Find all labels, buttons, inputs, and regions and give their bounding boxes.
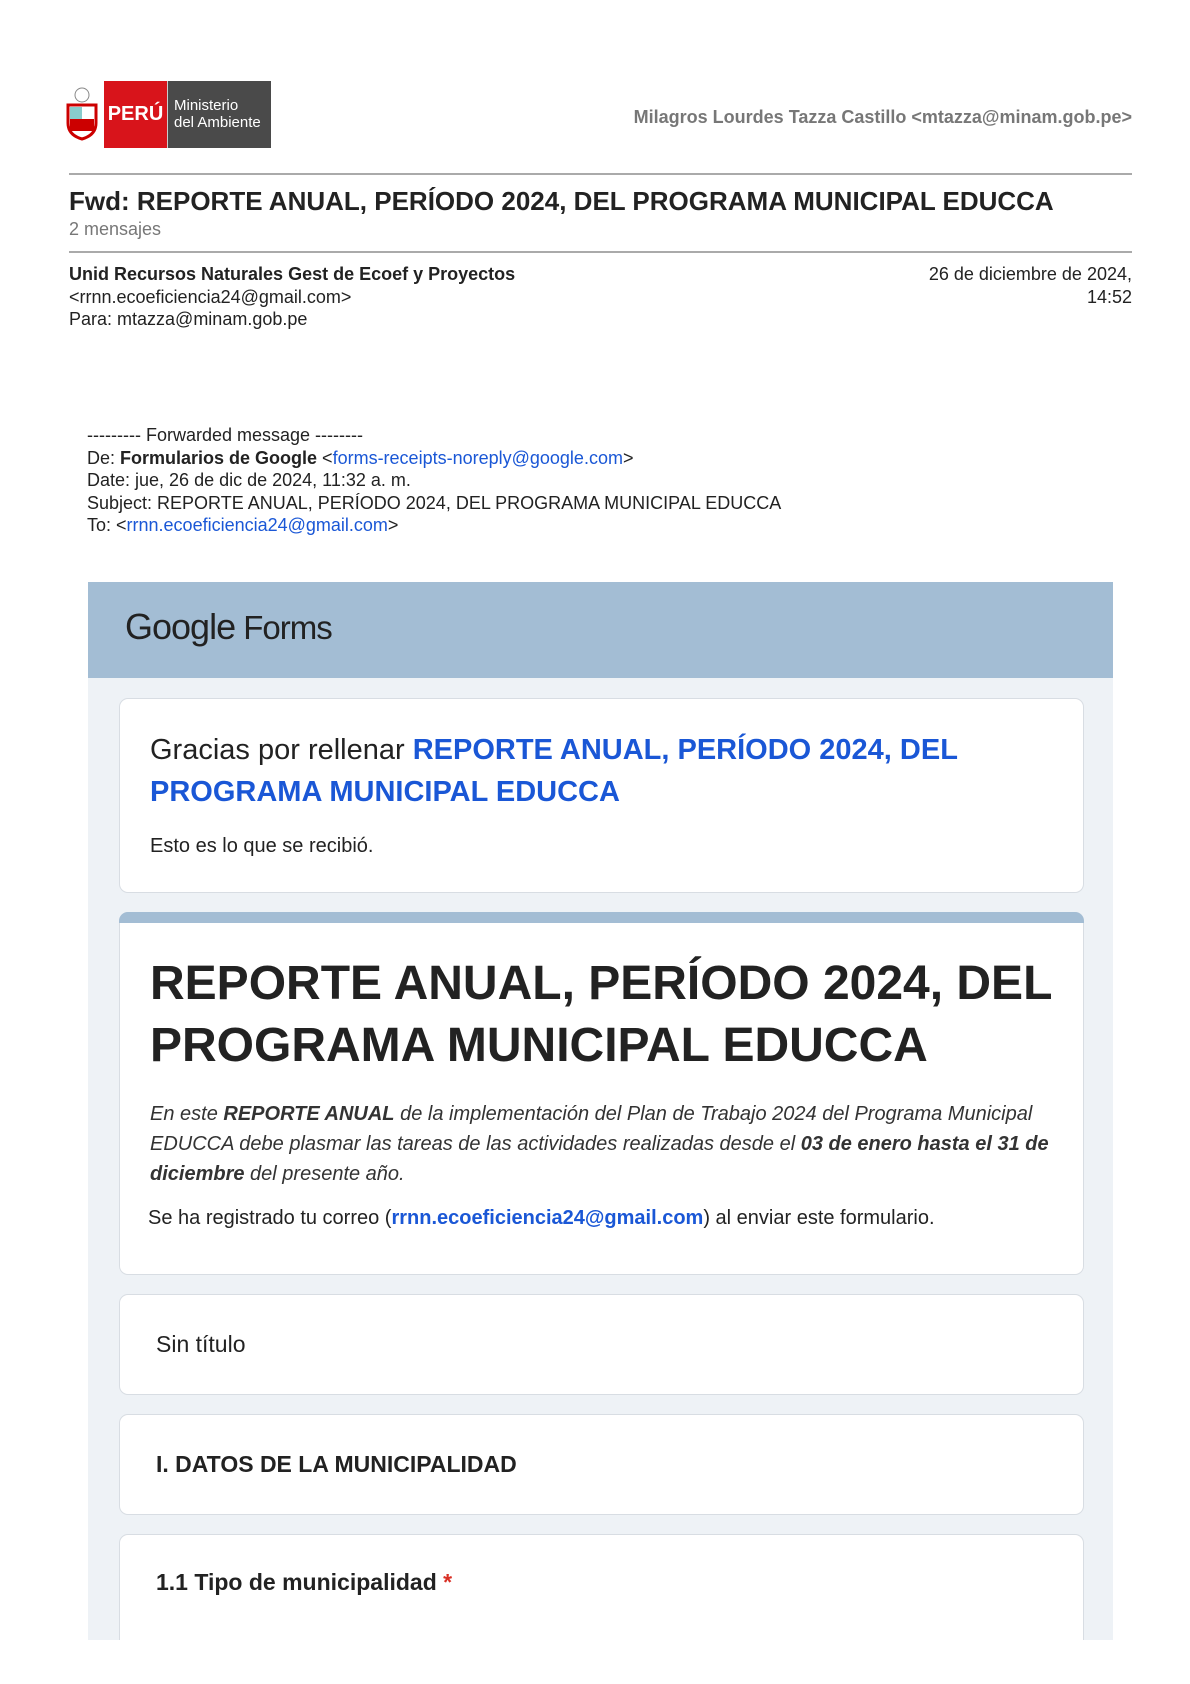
google-forms-logo: Google Forms <box>125 606 332 647</box>
peru-coat-of-arms-icon <box>60 81 104 148</box>
form-link[interactable]: REPORTE ANUAL, PERÍODO 2024, DEL PROGRAMA MUNICIPAL EDUCCA <box>150 734 958 808</box>
received-text: Esto es lo que se recibió. <box>150 835 374 857</box>
form-description: En este REPORTE ANUAL de la implementación del Plan de Trabajo 2024 del Programa Municipal EDUCCA debe plasmar las tareas de las actividades realizadas desde el 03 de enero hasta el 31 de diciembre del presente año. <box>150 1103 1049 1185</box>
question-municipality-type: 1.1 Tipo de municipalidad * <box>119 1534 1084 1640</box>
minam-logo <box>60 81 271 148</box>
logo-peru: PERÚ <box>104 81 167 148</box>
thanks-card: Gracias por rellenar REPORTE ANUAL, PERÍODO 2024, DEL PROGRAMA MUNICIPAL EDUCCA Esto es lo que se recibió. <box>119 698 1084 893</box>
registered-email-note: Se ha registrado tu correo (rrnn.ecoeficiencia24@gmail.com) al enviar este formulario. <box>148 1207 935 1229</box>
recipient: Para: mtazza@minam.gob.pe <box>69 309 308 329</box>
forwarded-subject: Subject: REPORTE ANUAL, PERÍODO 2024, DEL PROGRAMA MUNICIPAL EDUCCA <box>87 492 782 513</box>
from-email-link[interactable]: forms-receipts-noreply@google.com <box>332 447 623 468</box>
section-untitled: Sin título <box>119 1294 1084 1395</box>
form-title: REPORTE ANUAL, PERÍODO 2024, DEL PROGRAMA MUNICIPAL EDUCCA <box>150 957 1052 1072</box>
forwarded-date: Date: jue, 26 de dic de 2024, 11:32 a. m. <box>87 470 411 491</box>
message-date: 26 de diciembre de 2024, 14:52 <box>928 264 1132 307</box>
thread-subject: Fwd: REPORTE ANUAL, PERÍODO 2024, DEL PROGRAMA MUNICIPAL EDUCCA <box>69 186 1054 216</box>
forwarded-banner: --------- Forwarded message -------- <box>87 425 363 445</box>
sender-email: <rrnn.ecoeficiencia24@gmail.com> <box>69 286 352 307</box>
divider <box>69 173 1132 175</box>
forms-body <box>88 582 1113 1640</box>
sender-name: Unid Recursos Naturales Gest de Ecoef y Proyectos <box>69 264 516 284</box>
card-accent-bar <box>119 912 1084 923</box>
forwarded-from: De: Formularios de Google <forms-receipts-noreply@google.com> <box>87 447 634 468</box>
forwarded-to: To: <rrnn.ecoeficiencia24@gmail.com> <box>87 515 399 536</box>
form-title-card <box>119 912 1084 1275</box>
to-email-link[interactable]: rrnn.ecoeficiencia24@gmail.com <box>126 515 388 536</box>
registered-email-link[interactable]: rrnn.ecoeficiencia24@gmail.com <box>391 1207 704 1229</box>
message-header <box>69 263 515 331</box>
forms-header <box>88 582 1113 678</box>
divider <box>69 251 1132 253</box>
section-municipality-data: I. DATOS DE LA MUNICIPALIDAD <box>119 1414 1084 1515</box>
logo-ministry: Ministerio del Ambiente <box>167 81 271 148</box>
account-user: Milagros Lourdes Tazza Castillo <mtazza@minam.gob.pe> <box>633 107 1132 127</box>
forwarded-header <box>87 424 781 537</box>
required-mark: * <box>443 1569 453 1595</box>
message-count: 2 mensajes <box>69 219 162 239</box>
